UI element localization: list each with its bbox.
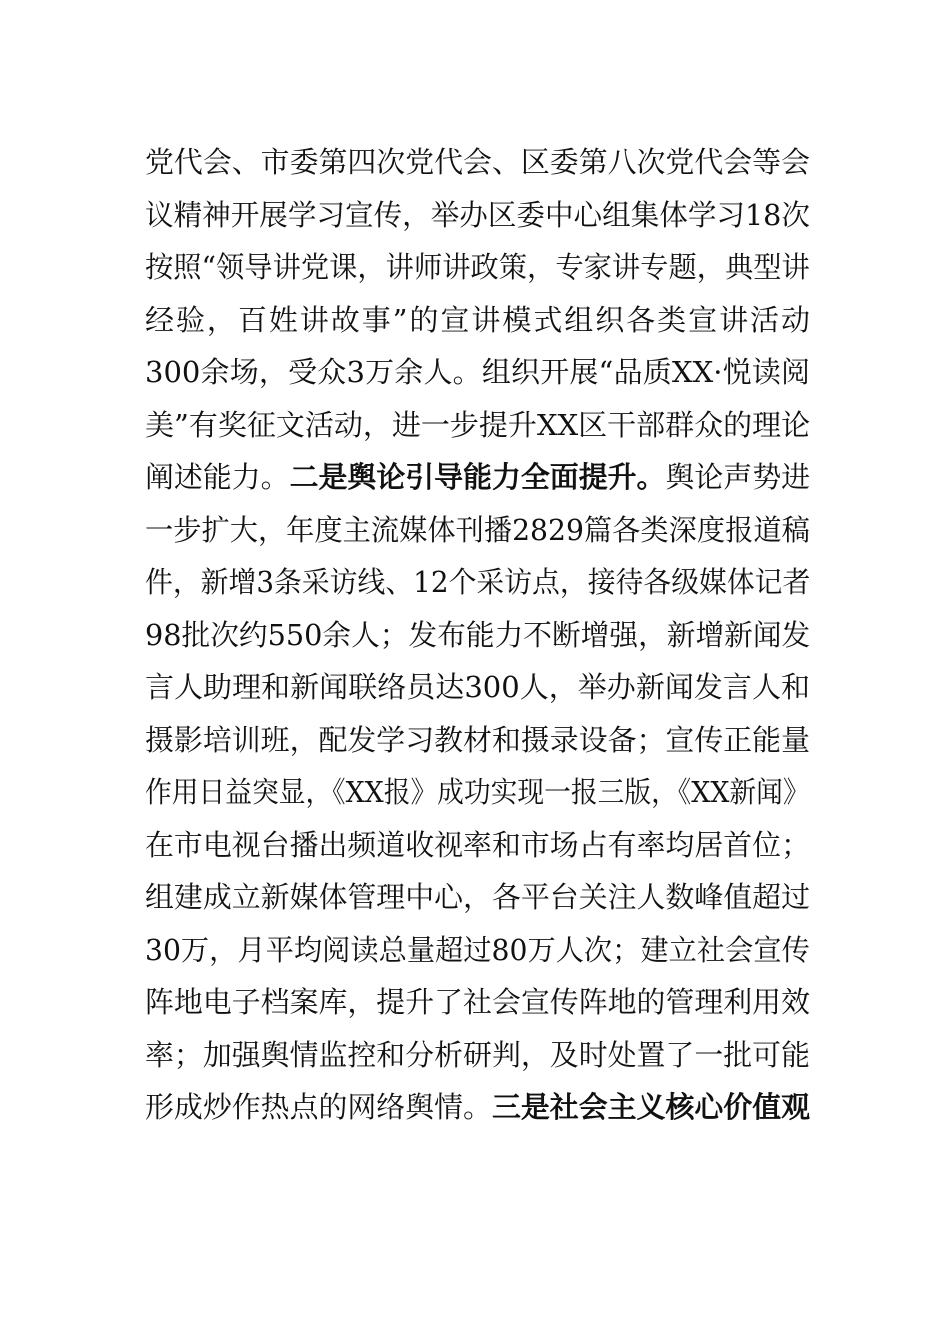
text-line xyxy=(145,871,810,924)
text-line xyxy=(145,714,810,767)
body-text: 在市电视台播出频道收视率和市场占有率均居首位； xyxy=(145,827,811,862)
body-text: 党代会、市委第四次党代会、区委第八次党代会等会 xyxy=(145,145,811,179)
body-text: 率；加强舆情监控和分析研判，及时处置了一批可能 xyxy=(145,1037,811,1072)
body-text: 30万，月平均阅读总量超过80万人次；建立社会宣传 xyxy=(145,932,810,967)
text-line xyxy=(145,451,810,504)
body-text: 按照“领导讲党课，讲师讲政策，专家讲专题，典型讲 xyxy=(145,250,810,284)
body-text: 一步扩大，年度主流媒体刊播2829篇各类深度报道稿 xyxy=(145,512,810,547)
text-line xyxy=(145,504,810,557)
body-text: 组建成立新媒体管理中心，各平台关注人数峰值超过 xyxy=(145,880,811,914)
body-text: 经验，百姓讲故事”的宣讲模式组织各类宣讲活动 xyxy=(145,302,810,337)
body-text: 美”有奖征文活动，进一步提升XX区干部群众的理论 xyxy=(145,407,811,442)
body-text: 议精神开展学习宣传，举办区委中心组集体学习18次 xyxy=(145,197,810,232)
body-text: 件，新增3条采访线、12个采访点，接待各级媒体记者 xyxy=(145,565,811,599)
body-text: 阐述能力。 xyxy=(145,460,290,494)
body-text: 300余场，受众3万余人。组织开展“品质XX·悦读阅 xyxy=(145,355,810,389)
bold-heading-text: 二是舆论引导能力全面提升。 xyxy=(289,460,666,494)
text-line xyxy=(145,924,810,977)
bold-heading-text: 三是社会主义核心价值观 xyxy=(491,1090,811,1124)
body-text: 摄影培训班，配发学习教材和摄录设备；宣传正能量 xyxy=(145,722,811,757)
text-line xyxy=(145,346,810,399)
body-text: 98批次约550余人；发布能力不断增强，新增新闻发 xyxy=(145,617,811,652)
text-line xyxy=(145,399,810,452)
body-text: 言人助理和新闻联络员达300人，举办新闻发言人和 xyxy=(145,670,810,704)
text-line xyxy=(145,294,810,347)
text-line xyxy=(145,766,810,819)
text-line xyxy=(145,819,810,872)
text-line xyxy=(145,136,810,189)
text-line xyxy=(145,241,810,294)
body-text: 阵地电子档案库，提升了社会宣传阵地的管理利用效 xyxy=(145,985,811,1019)
text-line xyxy=(145,661,810,714)
body-paragraph xyxy=(145,136,810,1134)
text-line xyxy=(145,556,810,609)
body-text: 形成炒作热点的网络舆情。 xyxy=(145,1090,492,1124)
text-line xyxy=(145,976,810,1029)
body-text: 作用日益突显，《XX报》成功实现一报三版，《XX新闻》 xyxy=(145,775,810,809)
body-text: 舆论声势进 xyxy=(665,460,811,494)
text-line xyxy=(145,189,810,242)
text-line xyxy=(145,609,810,662)
text-line xyxy=(145,1081,810,1134)
text-line xyxy=(145,1029,810,1082)
